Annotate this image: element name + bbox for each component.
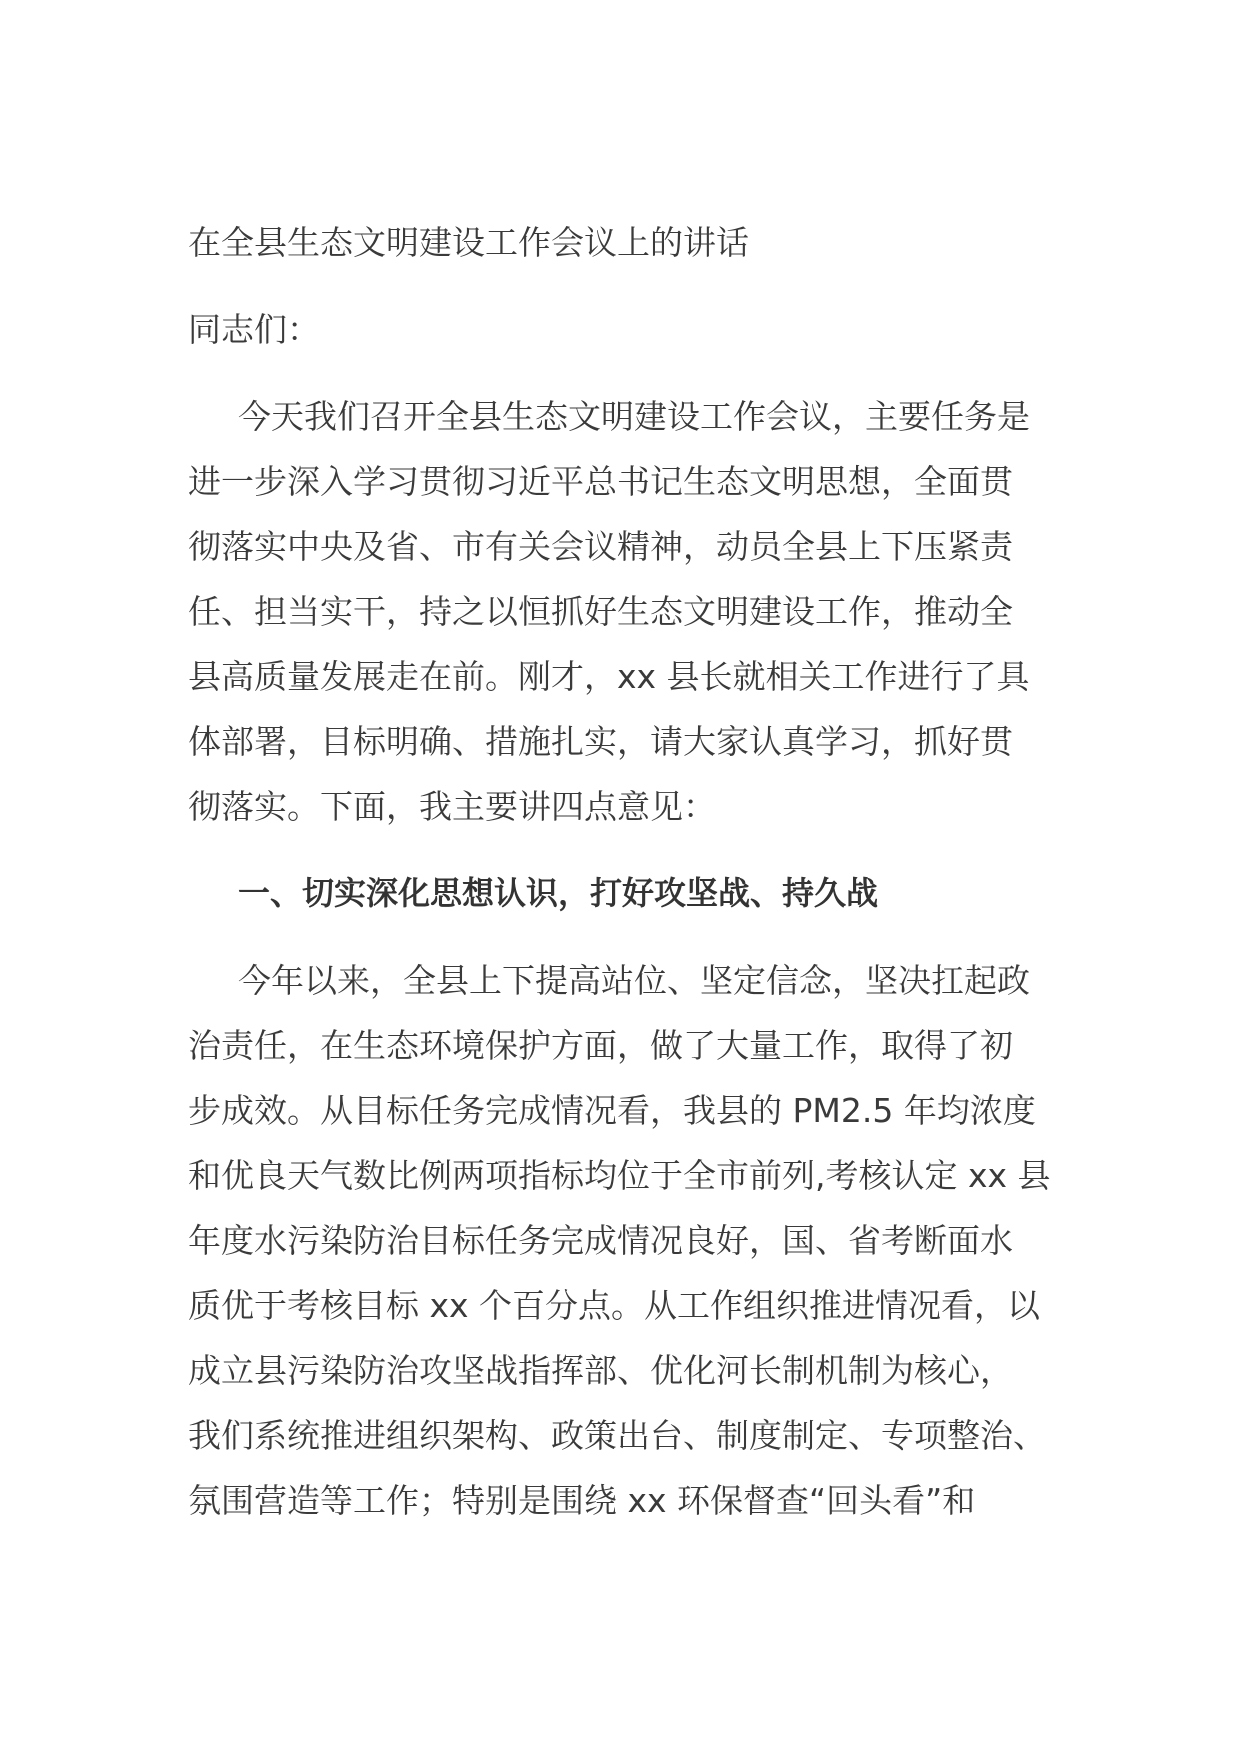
paragraph-intro [188, 384, 1068, 839]
text-line: 质优于考核目标 xx 个百分点。从工作组织推进情况看，以 [188, 1286, 1041, 1325]
document-title: 在全县生态文明建设工作会议上的讲话 [188, 223, 749, 262]
text-line: 步成效。从目标任务完成情况看，我县的 PM2.5 年均浓度 [188, 1091, 1036, 1130]
text-line: 和优良天气数比例两项指标均位于全市前列,考核认定 xx 县 [188, 1156, 1051, 1195]
text-line: 彻落实中央及省、市有关会议精神，动员全县上下压紧责 [188, 527, 1013, 566]
text-line: 成立县污染防治攻坚战指挥部、优化河长制机制为核心， [188, 1351, 1013, 1390]
text-line: 今年以来，全县上下提高站位、坚定信念，坚决扛起政 [238, 961, 1030, 1000]
salutation: 同志们： [188, 310, 320, 349]
text-line: 今天我们召开全县生态文明建设工作会议，主要任务是 [238, 397, 1030, 436]
text-line: 进一步深入学习贯彻习近平总书记生态文明思想，全面贯 [188, 462, 1013, 501]
text-line: 任、担当实干，持之以恒抓好生态文明建设工作，推动全 [188, 592, 1013, 631]
text-line: 彻落实。下面，我主要讲四点意见： [188, 787, 716, 826]
document-body [188, 210, 1068, 1555]
paragraph-section-1 [188, 948, 1068, 1533]
text-line: 县高质量发展走在前。刚才，xx 县长就相关工作进行了具 [188, 657, 1030, 696]
text-line: 体部署，目标明确、措施扎实，请大家认真学习，抓好贯 [188, 722, 1013, 761]
section-heading-1: 一、切实深化思想认识，打好攻坚战、持久战 [238, 874, 879, 912]
text-line: 治责任，在生态环境保护方面，做了大量工作，取得了初 [188, 1026, 1013, 1065]
text-line: 我们系统推进组织架构、政策出台、制度制定、专项整治、 [188, 1416, 1046, 1455]
text-line: 氛围营造等工作；特别是围绕 xx 环保督查“回头看”和 [188, 1481, 976, 1520]
text-line: 年度水污染防治目标任务完成情况良好，国、省考断面水 [188, 1221, 1013, 1260]
